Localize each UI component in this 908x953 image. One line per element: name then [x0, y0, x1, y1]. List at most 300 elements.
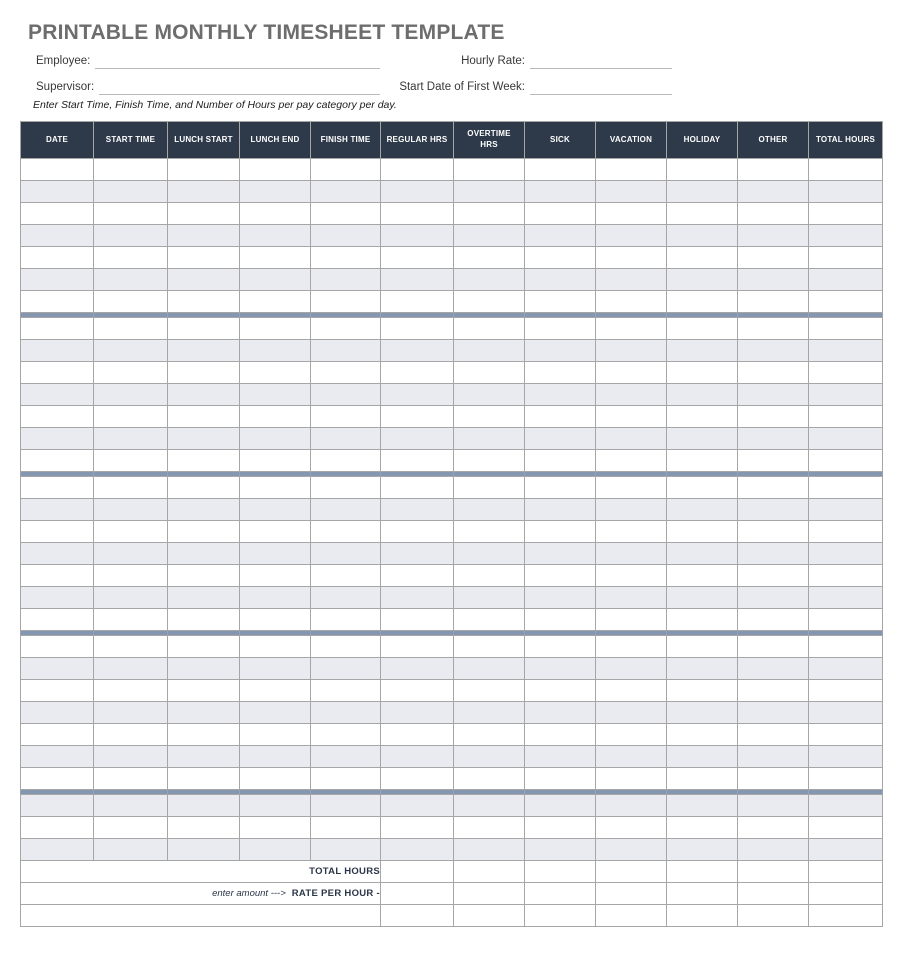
empty-entry-cell	[454, 428, 525, 450]
empty-entry-cell	[738, 247, 809, 269]
empty-entry-cell	[809, 225, 883, 247]
empty-entry-cell	[738, 702, 809, 724]
empty-entry-cell	[168, 477, 240, 499]
empty-entry-cell	[809, 428, 883, 450]
empty-entry-cell	[21, 362, 94, 384]
empty-entry-cell	[381, 406, 454, 428]
empty-entry-cell	[738, 680, 809, 702]
empty-entry-cell	[738, 724, 809, 746]
empty-entry-cell	[21, 318, 94, 340]
column-header-vacation: VACATION	[596, 122, 667, 159]
empty-entry-cell	[738, 543, 809, 565]
empty-entry-cell	[809, 658, 883, 680]
empty-entry-cell	[94, 181, 168, 203]
empty-entry-cell	[94, 318, 168, 340]
empty-entry-cell	[381, 724, 454, 746]
timesheet-day-row	[21, 318, 883, 340]
empty-entry-cell	[809, 587, 883, 609]
empty-entry-cell	[168, 181, 240, 203]
empty-entry-cell	[667, 499, 738, 521]
empty-entry-cell	[667, 839, 738, 861]
empty-entry-cell	[94, 384, 168, 406]
empty-entry-cell	[311, 384, 381, 406]
empty-entry-cell	[809, 340, 883, 362]
employee-label: Employee:	[36, 55, 91, 67]
empty-entry-cell	[738, 658, 809, 680]
empty-entry-cell	[667, 203, 738, 225]
empty-entry-cell	[809, 795, 883, 817]
empty-entry-cell	[381, 247, 454, 269]
empty-entry-cell	[525, 203, 596, 225]
empty-entry-cell	[381, 477, 454, 499]
empty-entry-cell	[667, 768, 738, 790]
hourly-rate-label: Hourly Rate:	[461, 55, 525, 67]
column-header-sick: SICK	[525, 122, 596, 159]
empty-entry-cell	[168, 702, 240, 724]
rate-cell	[381, 883, 454, 905]
empty-entry-cell	[454, 724, 525, 746]
empty-entry-cell	[454, 340, 525, 362]
timesheet-day-row	[21, 269, 883, 291]
empty-entry-cell	[168, 499, 240, 521]
start-date-input-line	[530, 79, 672, 95]
empty-entry-cell	[454, 450, 525, 472]
timesheet-day-row	[21, 746, 883, 768]
column-header-lunch-start: LUNCH START	[168, 122, 240, 159]
empty-entry-cell	[596, 203, 667, 225]
timesheet-day-row	[21, 609, 883, 631]
empty-entry-cell	[168, 839, 240, 861]
empty-entry-cell	[94, 636, 168, 658]
hatched-blocked-cell	[809, 883, 883, 905]
empty-entry-cell	[311, 225, 381, 247]
empty-entry-cell	[596, 746, 667, 768]
empty-entry-cell	[525, 291, 596, 313]
timesheet-day-row	[21, 477, 883, 499]
empty-entry-cell	[21, 181, 94, 203]
empty-entry-cell	[525, 702, 596, 724]
empty-entry-cell	[240, 247, 311, 269]
rate-cell	[596, 883, 667, 905]
empty-entry-cell	[381, 702, 454, 724]
timesheet-day-row	[21, 565, 883, 587]
empty-entry-cell	[381, 499, 454, 521]
empty-entry-cell	[525, 543, 596, 565]
empty-entry-cell	[94, 543, 168, 565]
timesheet-day-row	[21, 839, 883, 861]
empty-entry-cell	[454, 499, 525, 521]
empty-entry-cell	[94, 817, 168, 839]
empty-entry-cell	[94, 587, 168, 609]
empty-entry-cell	[454, 817, 525, 839]
empty-entry-cell	[21, 247, 94, 269]
timesheet-day-row	[21, 724, 883, 746]
empty-entry-cell	[454, 181, 525, 203]
empty-entry-cell	[525, 384, 596, 406]
empty-entry-cell	[168, 609, 240, 631]
empty-entry-cell	[21, 839, 94, 861]
empty-entry-cell	[809, 291, 883, 313]
empty-entry-cell	[525, 636, 596, 658]
start-date-field	[398, 79, 672, 95]
empty-entry-cell	[94, 340, 168, 362]
empty-entry-cell	[21, 384, 94, 406]
empty-entry-cell	[738, 768, 809, 790]
total-hours-cell	[667, 861, 738, 883]
empty-entry-cell	[381, 768, 454, 790]
empty-entry-cell	[454, 384, 525, 406]
timesheet-day-row	[21, 428, 883, 450]
empty-entry-cell	[454, 565, 525, 587]
total-hours-cell	[525, 861, 596, 883]
timesheet-day-row	[21, 499, 883, 521]
empty-entry-cell	[168, 543, 240, 565]
empty-entry-cell	[809, 702, 883, 724]
empty-entry-cell	[525, 269, 596, 291]
empty-entry-cell	[454, 477, 525, 499]
column-header-start-time: START TIME	[94, 122, 168, 159]
empty-entry-cell	[240, 636, 311, 658]
total-pay-cell	[809, 905, 883, 927]
empty-entry-cell	[454, 795, 525, 817]
empty-entry-cell	[311, 746, 381, 768]
empty-entry-cell	[596, 406, 667, 428]
empty-entry-cell	[21, 159, 94, 181]
empty-entry-cell	[94, 702, 168, 724]
empty-entry-cell	[311, 795, 381, 817]
empty-entry-cell	[809, 406, 883, 428]
column-header-regular-hrs: REGULAR HRS	[381, 122, 454, 159]
timesheet-day-row	[21, 340, 883, 362]
empty-entry-cell	[596, 839, 667, 861]
empty-entry-cell	[168, 724, 240, 746]
empty-entry-cell	[168, 587, 240, 609]
empty-entry-cell	[525, 318, 596, 340]
empty-entry-cell	[381, 384, 454, 406]
supervisor-field	[36, 79, 380, 95]
empty-entry-cell	[240, 680, 311, 702]
rate-cell	[525, 883, 596, 905]
timesheet-day-row	[21, 203, 883, 225]
page-title: PRINTABLE MONTHLY TIMESHEET TEMPLATE	[28, 21, 505, 44]
empty-entry-cell	[240, 318, 311, 340]
empty-entry-cell	[525, 340, 596, 362]
rate-cell	[454, 883, 525, 905]
empty-entry-cell	[596, 587, 667, 609]
supervisor-input-line	[99, 79, 380, 95]
timesheet-day-row	[21, 680, 883, 702]
empty-entry-cell	[168, 159, 240, 181]
empty-entry-cell	[240, 291, 311, 313]
total-pay-cell	[596, 905, 667, 927]
empty-entry-cell	[596, 636, 667, 658]
empty-entry-cell	[667, 450, 738, 472]
empty-entry-cell	[311, 406, 381, 428]
empty-entry-cell	[667, 609, 738, 631]
column-header-date: DATE	[21, 122, 94, 159]
empty-entry-cell	[311, 587, 381, 609]
empty-entry-cell	[240, 795, 311, 817]
empty-entry-cell	[454, 159, 525, 181]
empty-entry-cell	[381, 680, 454, 702]
empty-entry-cell	[240, 587, 311, 609]
empty-entry-cell	[311, 291, 381, 313]
total-hours-cell	[381, 861, 454, 883]
empty-entry-cell	[667, 428, 738, 450]
empty-entry-cell	[454, 406, 525, 428]
empty-entry-cell	[240, 746, 311, 768]
empty-entry-cell	[21, 636, 94, 658]
empty-entry-cell	[168, 450, 240, 472]
empty-entry-cell	[454, 291, 525, 313]
empty-entry-cell	[738, 477, 809, 499]
empty-entry-cell	[168, 817, 240, 839]
empty-entry-cell	[311, 181, 381, 203]
total-pay-label: TOTAL PAY	[21, 905, 381, 927]
empty-entry-cell	[809, 724, 883, 746]
empty-entry-cell	[168, 340, 240, 362]
empty-entry-cell	[381, 181, 454, 203]
empty-entry-cell	[240, 181, 311, 203]
empty-entry-cell	[311, 609, 381, 631]
empty-entry-cell	[94, 724, 168, 746]
empty-entry-cell	[311, 450, 381, 472]
empty-entry-cell	[94, 477, 168, 499]
empty-entry-cell	[168, 428, 240, 450]
empty-entry-cell	[809, 269, 883, 291]
empty-entry-cell	[168, 795, 240, 817]
empty-entry-cell	[738, 565, 809, 587]
empty-entry-cell	[168, 521, 240, 543]
timesheet-day-row	[21, 159, 883, 181]
empty-entry-cell	[667, 159, 738, 181]
timesheet-day-row	[21, 658, 883, 680]
total-pay-cell	[738, 905, 809, 927]
empty-entry-cell	[240, 658, 311, 680]
empty-entry-cell	[168, 203, 240, 225]
empty-entry-cell	[94, 839, 168, 861]
empty-entry-cell	[94, 428, 168, 450]
empty-entry-cell	[667, 406, 738, 428]
empty-entry-cell	[596, 795, 667, 817]
empty-entry-cell	[525, 362, 596, 384]
empty-entry-cell	[667, 247, 738, 269]
empty-entry-cell	[738, 269, 809, 291]
empty-entry-cell	[240, 565, 311, 587]
empty-entry-cell	[667, 795, 738, 817]
empty-entry-cell	[525, 680, 596, 702]
total-pay-cell	[381, 905, 454, 927]
empty-entry-cell	[454, 318, 525, 340]
empty-entry-cell	[94, 203, 168, 225]
empty-entry-cell	[667, 817, 738, 839]
empty-entry-cell	[596, 565, 667, 587]
empty-entry-cell	[94, 159, 168, 181]
empty-entry-cell	[809, 499, 883, 521]
empty-entry-cell	[168, 384, 240, 406]
start-date-label: Start Date of First Week:	[399, 81, 525, 93]
empty-entry-cell	[381, 636, 454, 658]
empty-entry-cell	[738, 291, 809, 313]
rate-per-hour-row	[21, 883, 883, 905]
empty-entry-cell	[381, 746, 454, 768]
empty-entry-cell	[809, 817, 883, 839]
empty-entry-cell	[21, 340, 94, 362]
empty-entry-cell	[168, 746, 240, 768]
empty-entry-cell	[311, 203, 381, 225]
empty-entry-cell	[738, 203, 809, 225]
timesheet-day-row	[21, 636, 883, 658]
empty-entry-cell	[596, 702, 667, 724]
empty-entry-cell	[596, 609, 667, 631]
empty-entry-cell	[596, 499, 667, 521]
empty-entry-cell	[596, 269, 667, 291]
empty-entry-cell	[381, 362, 454, 384]
empty-entry-cell	[381, 159, 454, 181]
empty-entry-cell	[94, 658, 168, 680]
rate-cell	[738, 883, 809, 905]
empty-entry-cell	[454, 247, 525, 269]
total-pay-cell	[454, 905, 525, 927]
timesheet-day-row	[21, 406, 883, 428]
empty-entry-cell	[667, 543, 738, 565]
empty-entry-cell	[809, 362, 883, 384]
empty-entry-cell	[381, 291, 454, 313]
timesheet-body	[21, 159, 883, 861]
empty-entry-cell	[21, 499, 94, 521]
empty-entry-cell	[21, 428, 94, 450]
empty-entry-cell	[168, 291, 240, 313]
empty-entry-cell	[454, 225, 525, 247]
empty-entry-cell	[667, 362, 738, 384]
empty-entry-cell	[809, 746, 883, 768]
rate-per-hour-label: RATE PER HOUR -	[291, 888, 380, 899]
empty-entry-cell	[21, 225, 94, 247]
empty-entry-cell	[94, 521, 168, 543]
empty-entry-cell	[381, 565, 454, 587]
empty-entry-cell	[738, 159, 809, 181]
empty-entry-cell	[809, 565, 883, 587]
empty-entry-cell	[21, 543, 94, 565]
empty-entry-cell	[525, 247, 596, 269]
empty-entry-cell	[168, 269, 240, 291]
empty-entry-cell	[809, 159, 883, 181]
empty-entry-cell	[94, 362, 168, 384]
empty-entry-cell	[240, 159, 311, 181]
empty-entry-cell	[738, 587, 809, 609]
empty-entry-cell	[738, 450, 809, 472]
timesheet-day-row	[21, 225, 883, 247]
column-header-row	[21, 122, 883, 159]
empty-entry-cell	[525, 181, 596, 203]
empty-entry-cell	[596, 450, 667, 472]
empty-entry-cell	[596, 680, 667, 702]
empty-entry-cell	[738, 499, 809, 521]
total-pay-cell	[525, 905, 596, 927]
empty-entry-cell	[21, 746, 94, 768]
empty-entry-cell	[596, 384, 667, 406]
empty-entry-cell	[381, 795, 454, 817]
empty-entry-cell	[454, 839, 525, 861]
empty-entry-cell	[381, 658, 454, 680]
empty-entry-cell	[596, 817, 667, 839]
empty-entry-cell	[311, 636, 381, 658]
empty-entry-cell	[454, 658, 525, 680]
empty-entry-cell	[21, 587, 94, 609]
empty-entry-cell	[809, 450, 883, 472]
empty-entry-cell	[525, 839, 596, 861]
empty-entry-cell	[21, 450, 94, 472]
employee-field	[36, 53, 380, 69]
empty-entry-cell	[381, 543, 454, 565]
empty-entry-cell	[596, 543, 667, 565]
empty-entry-cell	[381, 428, 454, 450]
rate-cell	[667, 883, 738, 905]
empty-entry-cell	[525, 499, 596, 521]
empty-entry-cell	[94, 450, 168, 472]
empty-entry-cell	[94, 609, 168, 631]
empty-entry-cell	[738, 817, 809, 839]
empty-entry-cell	[168, 680, 240, 702]
empty-entry-cell	[596, 477, 667, 499]
empty-entry-cell	[168, 768, 240, 790]
empty-entry-cell	[454, 702, 525, 724]
timesheet-day-row	[21, 247, 883, 269]
empty-entry-cell	[381, 521, 454, 543]
empty-entry-cell	[94, 795, 168, 817]
empty-entry-cell	[738, 406, 809, 428]
timesheet-table	[20, 121, 883, 927]
empty-entry-cell	[667, 181, 738, 203]
empty-entry-cell	[311, 658, 381, 680]
empty-entry-cell	[21, 291, 94, 313]
empty-entry-cell	[454, 768, 525, 790]
empty-entry-cell	[525, 746, 596, 768]
empty-entry-cell	[525, 587, 596, 609]
empty-entry-cell	[240, 817, 311, 839]
empty-entry-cell	[525, 428, 596, 450]
empty-entry-cell	[738, 362, 809, 384]
empty-entry-cell	[525, 159, 596, 181]
empty-entry-cell	[21, 521, 94, 543]
empty-entry-cell	[454, 680, 525, 702]
empty-entry-cell	[738, 746, 809, 768]
empty-entry-cell	[21, 768, 94, 790]
empty-entry-cell	[381, 318, 454, 340]
empty-entry-cell	[809, 318, 883, 340]
supervisor-label: Supervisor:	[36, 81, 95, 93]
empty-entry-cell	[94, 768, 168, 790]
empty-entry-cell	[667, 521, 738, 543]
timesheet-day-row	[21, 768, 883, 790]
empty-entry-cell	[738, 318, 809, 340]
empty-entry-cell	[667, 225, 738, 247]
column-header-lunch-end: LUNCH END	[240, 122, 311, 159]
empty-entry-cell	[311, 318, 381, 340]
empty-entry-cell	[21, 565, 94, 587]
empty-entry-cell	[667, 587, 738, 609]
empty-entry-cell	[667, 565, 738, 587]
empty-entry-cell	[311, 521, 381, 543]
empty-entry-cell	[240, 203, 311, 225]
timesheet-day-row	[21, 702, 883, 724]
empty-entry-cell	[525, 225, 596, 247]
empty-entry-cell	[21, 817, 94, 839]
empty-entry-cell	[381, 340, 454, 362]
empty-entry-cell	[596, 768, 667, 790]
empty-entry-cell	[596, 658, 667, 680]
empty-entry-cell	[809, 543, 883, 565]
